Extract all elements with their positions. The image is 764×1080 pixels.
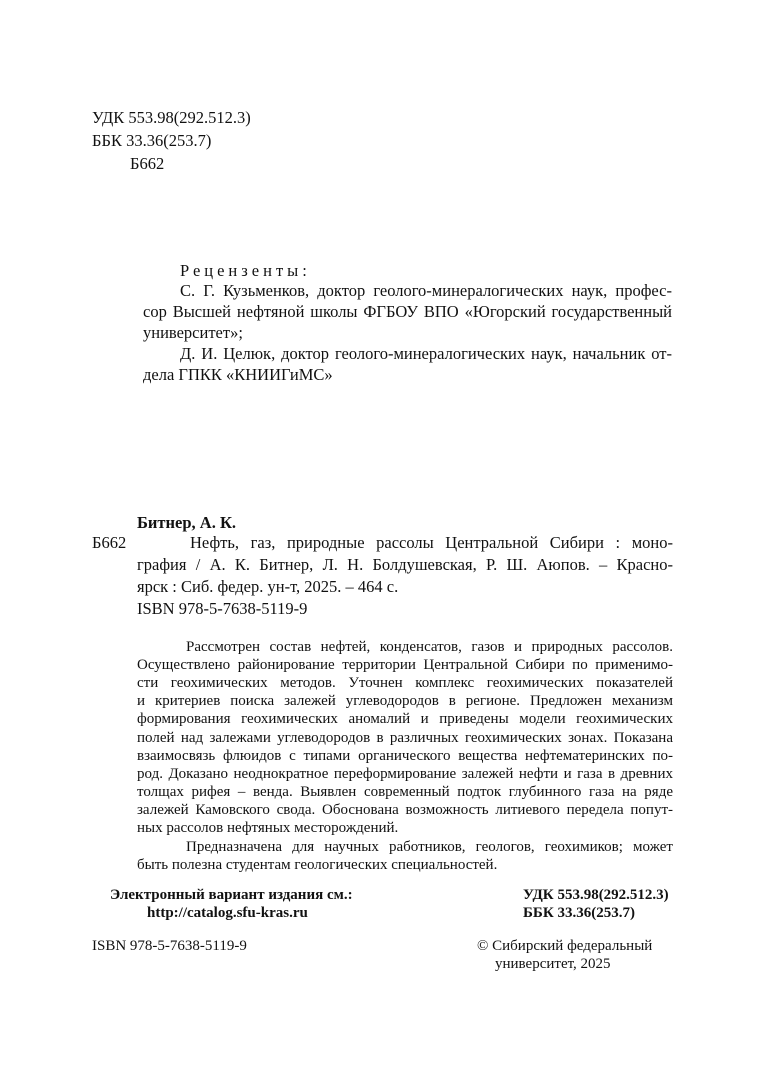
bibliographic-line: графия / А. К. Битнер, Л. Н. Болдушевская, Р. Ш. Аюпов. – Красно-	[137, 555, 673, 574]
reviewer-line: университет»;	[143, 323, 243, 342]
abstract-line: полей над залежами углеводородов в различных геохимических зонах. Показана	[137, 730, 673, 746]
reviewer-line: сор Высшей нефтяной школы ФГБОУ ВПО «Югорский государственный	[143, 302, 672, 321]
udk-code: УДК 553.98(292.512.3)	[92, 108, 251, 127]
abstract-line: залежей Камовского свода. Обоснована возможность литиевого передела попут-	[137, 802, 673, 818]
abstract-line: формирования геохимических аномалий и приведены модели геохимических	[137, 711, 673, 727]
bibliographic-line: ярск : Сиб. федер. ун-т, 2025. – 464 с.	[137, 577, 399, 596]
author-heading: Битнер, А. К.	[137, 513, 237, 532]
abstract-line: сти геохимических методов. Уточнен комплекс геохимических показателей	[137, 675, 673, 691]
reviewer-line: Д. И. Целюк, доктор геолого-минералогических наук, начальник от-	[180, 344, 672, 363]
abstract-line: ных рассолов нефтяных месторождений.	[137, 820, 399, 836]
reviewers-heading: Рецензенты:	[180, 261, 311, 280]
author-mark-record: Б662	[92, 533, 127, 552]
footer-udk: УДК 553.98(292.512.3)	[523, 887, 669, 903]
copyright-line: университет, 2025	[495, 956, 611, 972]
purpose-line: быть полезна студентам геологических специальностей.	[137, 857, 498, 873]
bibliographic-line: Нефть, газ, природные рассолы Центральной Сибири : моно-	[190, 533, 673, 552]
footer-isbn: ISBN 978-5-7638-5119-9	[92, 938, 247, 954]
purpose-line: Предназначена для научных работников, геологов, геохимиков; может	[186, 839, 673, 855]
reviewer-line: С. Г. Кузьменков, доктор геолого-минералогических наук, профес-	[180, 281, 672, 300]
bbk-code: ББК 33.36(253.7)	[92, 131, 212, 150]
abstract-line: толщах рифея – венда. Выявлен современный подток глубинного газа на ряде	[137, 784, 673, 800]
abstract-line: Рассмотрен состав нефтей, конденсатов, газов и природных рассолов.	[186, 639, 673, 655]
electronic-version-label: Электронный вариант издания см.:	[110, 887, 353, 903]
isbn-record: ISBN 978-5-7638-5119-9	[137, 599, 308, 618]
abstract-line: и критериев поиска залежей углеводородов в регионе. Предложен механизм	[137, 693, 673, 709]
abstract-line: Осуществлено районирование территории Центральной Сибири по применимо-	[137, 657, 673, 673]
abstract-line: взаимосвязь флюидов с типами органического вещества нефтематеринских по-	[137, 748, 673, 764]
abstract-line: род. Доказано неоднократное переформирование залежей нефти и газа в древних	[137, 766, 673, 782]
copyright-line: © Сибирский федеральный	[477, 938, 653, 954]
author-mark: Б662	[130, 154, 165, 173]
footer-bbk: ББК 33.36(253.7)	[523, 905, 635, 921]
reviewer-line: дела ГПКК «КНИИГиМС»	[143, 365, 333, 384]
electronic-version-link[interactable]: http://catalog.sfu-kras.ru	[147, 905, 308, 921]
